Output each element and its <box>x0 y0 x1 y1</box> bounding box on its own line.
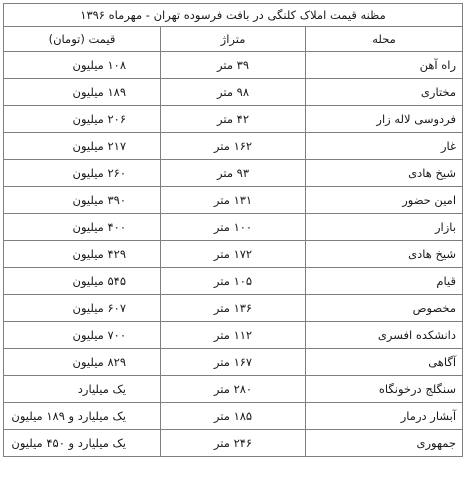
table-row <box>4 79 463 106</box>
cell-price: ۲۱۷ میلیون <box>4 133 161 160</box>
cell-size: ۱۱۲ متر <box>161 322 306 349</box>
cell-area: شیخ هادی <box>306 241 463 268</box>
cell-area: فردوسی لاله زار <box>306 106 463 133</box>
table-row <box>4 430 463 457</box>
table-header-row <box>4 27 463 52</box>
price-table <box>3 3 463 457</box>
cell-price: ۲۶۰ میلیون <box>4 160 161 187</box>
table-row <box>4 133 463 160</box>
cell-area: سنگلج درخونگاه <box>306 376 463 403</box>
cell-area: راه آهن <box>306 52 463 79</box>
table-row <box>4 376 463 403</box>
cell-area: شیخ هادی <box>306 160 463 187</box>
cell-price: یک میلیارد و ۴۵۰ میلیون <box>4 430 161 457</box>
cell-size: ۲۴۶ متر <box>161 430 306 457</box>
table-row <box>4 187 463 214</box>
cell-price: ۱۸۹ میلیون <box>4 79 161 106</box>
table-row <box>4 241 463 268</box>
table-title: مظنه قیمت املاک کلنگی در بافت فرسوده تهران - مهرماه ۱۳۹۶ <box>4 4 463 27</box>
cell-size: ۱۰۵ متر <box>161 268 306 295</box>
cell-price: ۸۲۹ میلیون <box>4 349 161 376</box>
header-size: متراژ <box>161 27 306 52</box>
cell-size: ۳۹ متر <box>161 52 306 79</box>
table-row <box>4 295 463 322</box>
cell-area: امین حضور <box>306 187 463 214</box>
table-row <box>4 322 463 349</box>
cell-price: ۴۰۰ میلیون <box>4 214 161 241</box>
cell-area: آبشار درمار <box>306 403 463 430</box>
cell-price: ۵۴۵ میلیون <box>4 268 161 295</box>
table-row <box>4 106 463 133</box>
cell-size: ۲۸۰ متر <box>161 376 306 403</box>
cell-price: ۲۰۶ میلیون <box>4 106 161 133</box>
cell-area: قیام <box>306 268 463 295</box>
cell-size: ۱۷۲ متر <box>161 241 306 268</box>
cell-size: ۴۲ متر <box>161 106 306 133</box>
header-area: محله <box>306 27 463 52</box>
cell-size: ۱۳۱ متر <box>161 187 306 214</box>
cell-price: ۳۹۰ میلیون <box>4 187 161 214</box>
table-row <box>4 268 463 295</box>
cell-size: ۹۸ متر <box>161 79 306 106</box>
table-title-row <box>4 4 463 27</box>
cell-area: آگاهی <box>306 349 463 376</box>
cell-size: ۱۰۰ متر <box>161 214 306 241</box>
cell-area: مخصوص <box>306 295 463 322</box>
header-price: قیمت (تومان) <box>4 27 161 52</box>
cell-price: ۷۰۰ میلیون <box>4 322 161 349</box>
cell-price: ۱۰۸ میلیون <box>4 52 161 79</box>
cell-area: غار <box>306 133 463 160</box>
table-row <box>4 160 463 187</box>
cell-area: دانشکده افسری <box>306 322 463 349</box>
cell-price: یک میلیارد <box>4 376 161 403</box>
cell-area: جمهوری <box>306 430 463 457</box>
cell-size: ۹۳ متر <box>161 160 306 187</box>
table-row <box>4 349 463 376</box>
cell-area: بازار <box>306 214 463 241</box>
cell-price: ۶۰۷ میلیون <box>4 295 161 322</box>
table-row <box>4 214 463 241</box>
table-row <box>4 403 463 430</box>
cell-area: مختاری <box>306 79 463 106</box>
cell-size: ۱۶۲ متر <box>161 133 306 160</box>
table-row <box>4 52 463 79</box>
cell-price: یک میلیارد و ۱۸۹ میلیون <box>4 403 161 430</box>
cell-size: ۱۳۶ متر <box>161 295 306 322</box>
cell-size: ۱۸۵ متر <box>161 403 306 430</box>
cell-size: ۱۶۷ متر <box>161 349 306 376</box>
cell-price: ۴۲۹ میلیون <box>4 241 161 268</box>
